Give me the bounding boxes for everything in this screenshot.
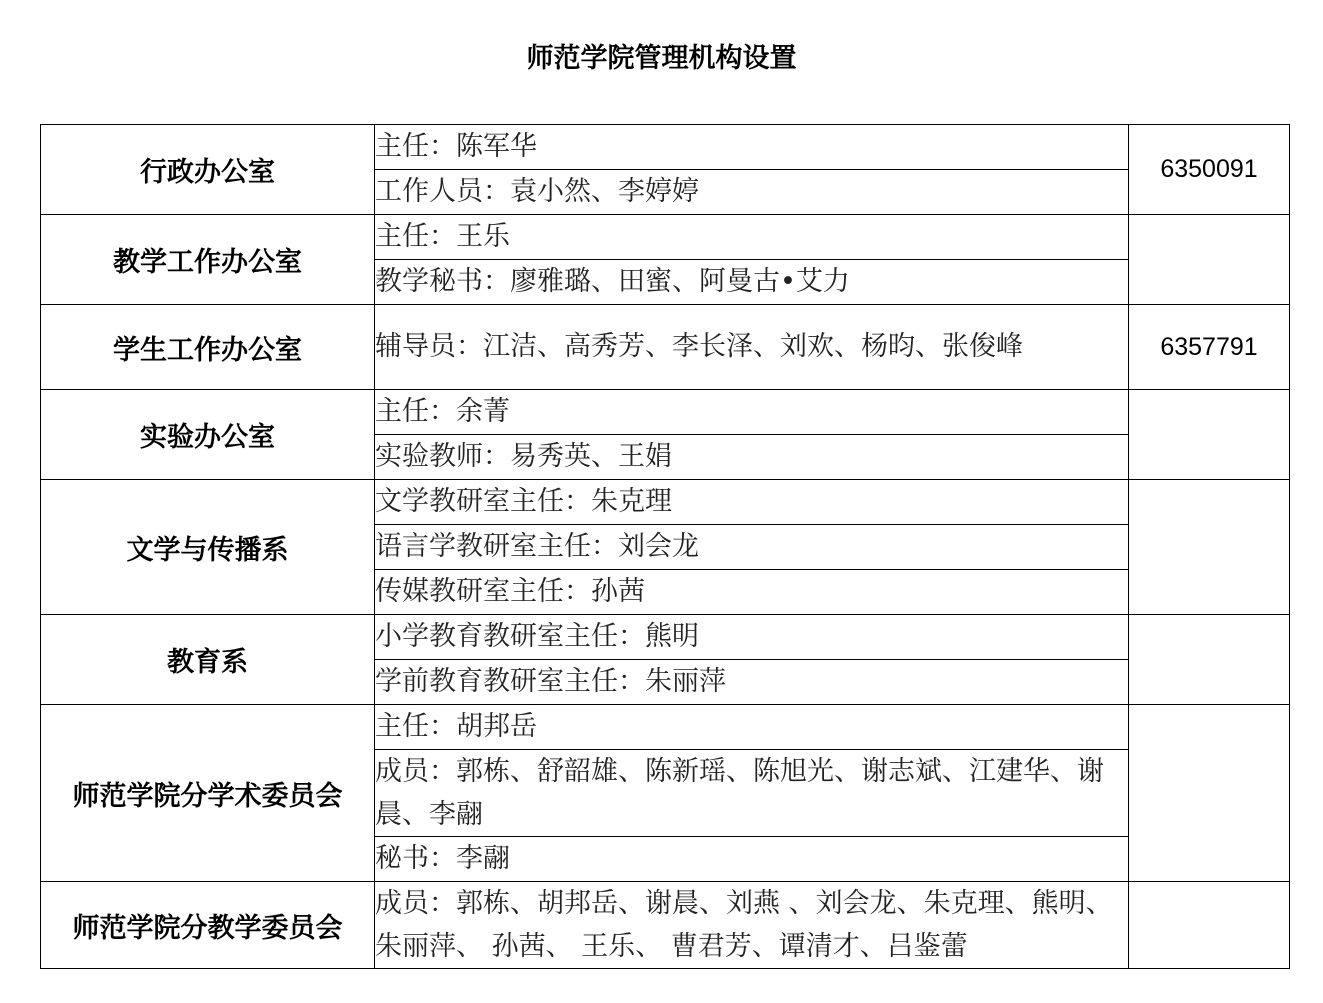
dept-name: 文学与传播系 [41, 480, 375, 615]
dept-name: 行政办公室 [41, 125, 375, 215]
staff-cell: 成员：郭栋、舒韶雄、陈新瑶、陈旭光、谢志斌、江建华、谢晨、李翮 [375, 750, 1129, 837]
org-table [40, 124, 1290, 969]
table-row [41, 615, 1290, 660]
table-row [41, 480, 1290, 525]
dept-name: 教学工作办公室 [41, 215, 375, 305]
phone-cell [1129, 480, 1290, 615]
staff-cell: 主任：王乐 [375, 215, 1129, 260]
phone-cell [1129, 705, 1290, 882]
phone-cell: 6350091 [1129, 125, 1290, 215]
staff-cell: 主任：胡邦岳 [375, 705, 1129, 750]
staff-cell: 工作人员：袁小然、李婷婷 [375, 170, 1129, 215]
table-row [41, 125, 1290, 170]
phone-cell [1129, 615, 1290, 705]
staff-cell: 教学秘书：廖雅璐、田蜜、阿曼古•艾力 [375, 260, 1129, 305]
dept-name: 师范学院分教学委员会 [41, 882, 375, 969]
table-row [41, 882, 1290, 969]
table-row [41, 705, 1290, 750]
staff-cell: 成员：郭栋、胡邦岳、谢晨、刘燕 、刘会龙、朱克理、熊明、朱丽萍、 孙茜、 王乐、 曹君芳、谭清才、吕鉴蕾 [375, 882, 1129, 969]
table-row [41, 305, 1290, 390]
dept-name: 教育系 [41, 615, 375, 705]
staff-cell: 小学教育教研室主任：熊明 [375, 615, 1129, 660]
staff-cell: 主任：陈军华 [375, 125, 1129, 170]
table-row [41, 215, 1290, 260]
staff-cell: 辅导员：江洁、高秀芳、李长泽、刘欢、杨昀、张俊峰 [375, 305, 1129, 390]
staff-cell: 主任：余菁 [375, 390, 1129, 435]
dept-name: 学生工作办公室 [41, 305, 375, 390]
staff-cell: 秘书：李翮 [375, 837, 1129, 882]
phone-cell [1129, 215, 1290, 305]
staff-cell: 传媒教研室主任：孙茜 [375, 570, 1129, 615]
phone-cell: 6357791 [1129, 305, 1290, 390]
dept-name: 实验办公室 [41, 390, 375, 480]
staff-cell: 文学教研室主任：朱克理 [375, 480, 1129, 525]
staff-cell: 学前教育教研室主任：朱丽萍 [375, 660, 1129, 705]
phone-cell [1129, 390, 1290, 480]
staff-cell: 实验教师：易秀英、王娟 [375, 435, 1129, 480]
phone-cell [1129, 882, 1290, 969]
page-title: 师范学院管理机构设置 [526, 43, 797, 74]
dept-name: 师范学院分学术委员会 [41, 705, 375, 882]
table-row [41, 390, 1290, 435]
staff-cell: 语言学教研室主任：刘会龙 [375, 525, 1129, 570]
